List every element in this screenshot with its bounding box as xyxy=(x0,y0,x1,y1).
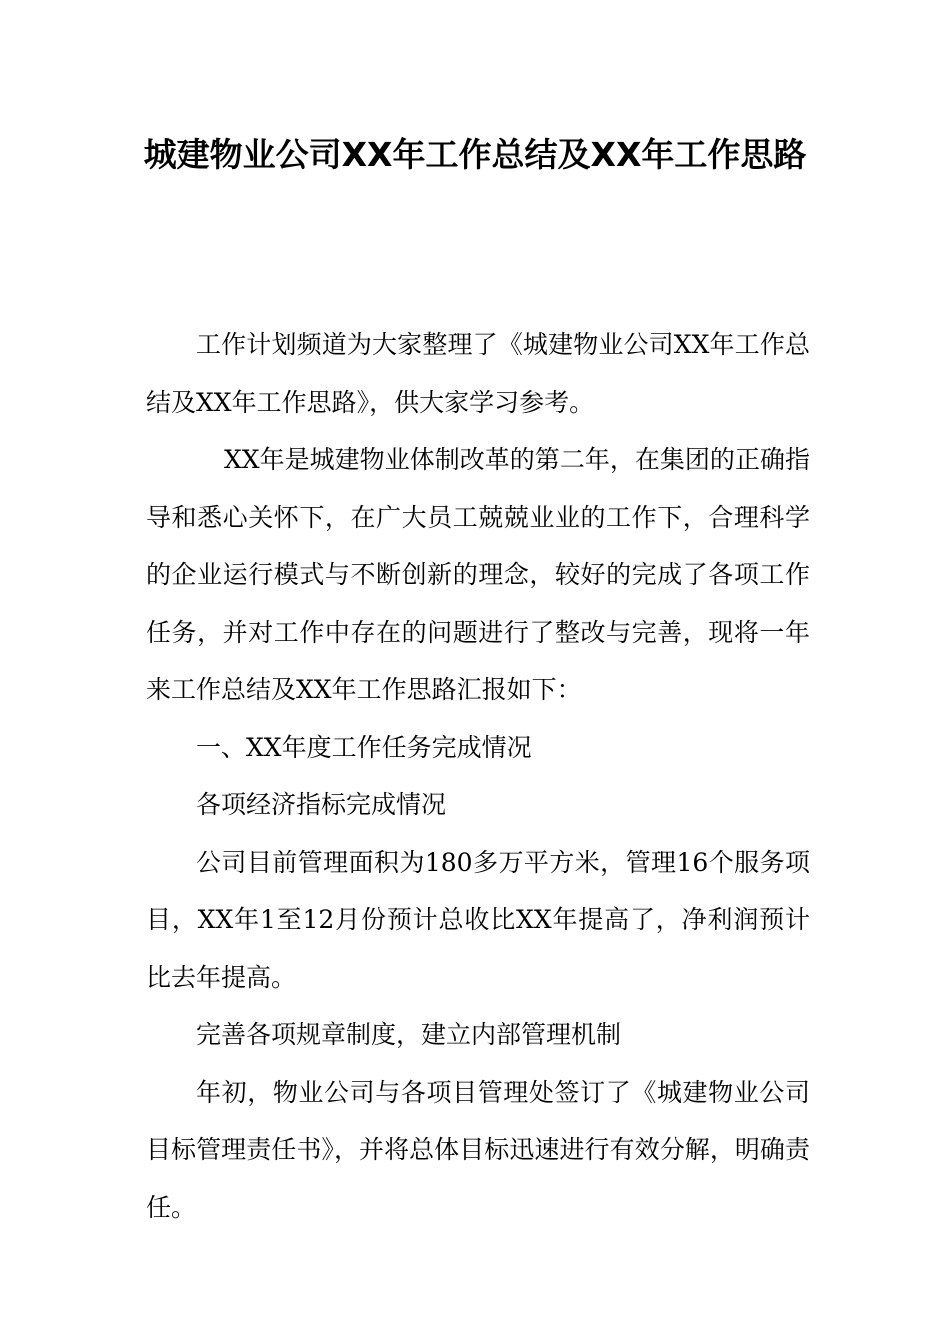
management-paragraph: 年初，物业公司与各项目管理处签订了《城建物业公司目标管理责任书》，并将总体目标迅速进行有效分解，明确责任。 xyxy=(146,1077,810,1222)
intro-paragraph: 工作计划频道为大家整理了《城建物业公司XX年工作总结及XX年工作思路》，供大家学习参考。 xyxy=(146,330,810,417)
economic-indicators-paragraph: 公司目前管理面积为180多万平方米，管理16个服务项目，XX年1至12月份预计总收比XX年提高了，净利润预计比去年提高。 xyxy=(146,847,810,992)
subsection-heading: 完善各项规章制度，建立内部管理机制 xyxy=(196,1020,622,1049)
summary-paragraph: XX年是城建物业体制改革的第二年，在集团的正确指导和悉心关怀下，在广大员工兢兢业业的工作下，合理科学的企业运行模式与不断创新的理念，较好的完成了各项工作任务，并对工作中存在的问题进行了整改与完善，现将一年来工作总结及XX年工作思路汇报如下： xyxy=(146,445,810,704)
document-title: 城建物业公司XX年工作总结及XX年工作思路 xyxy=(143,135,807,174)
section-heading: 一、XX年度工作任务完成情况 xyxy=(196,732,532,762)
subsection-heading: 各项经济指标完成情况 xyxy=(196,790,447,819)
document-body xyxy=(146,316,810,1236)
